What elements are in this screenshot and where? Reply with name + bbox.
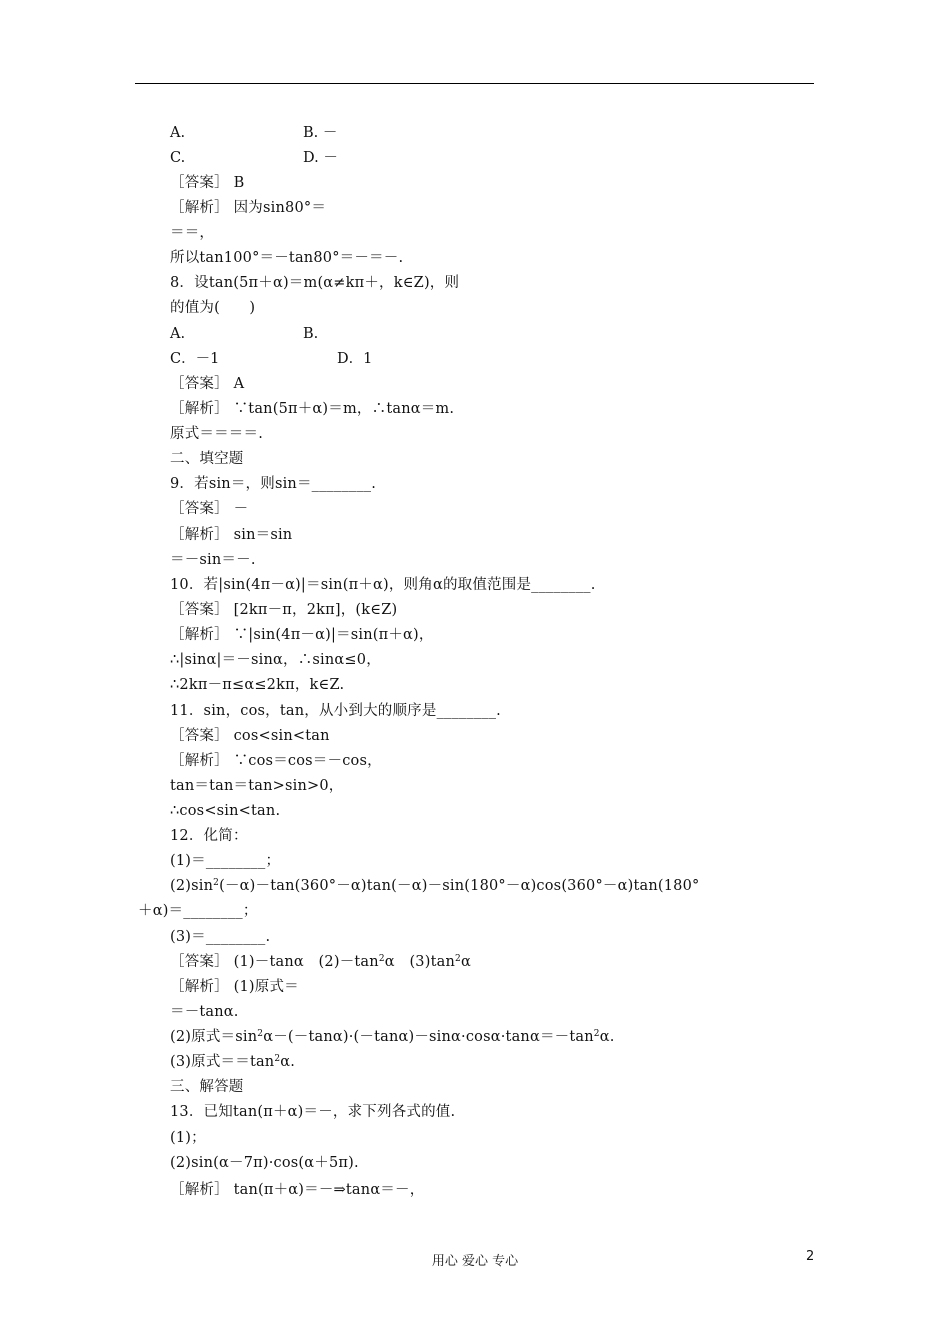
q9-stem: 9．若sin＝，则sin＝________. — [170, 476, 377, 492]
q12-answer — [170, 952, 471, 972]
q8-stem: 的值为( ) — [170, 300, 256, 316]
q9-answer: ［答案］ － — [170, 501, 249, 517]
q12-analysis-line: ［解析］ (1)原式＝ — [170, 979, 299, 995]
text-run: α. — [599, 1029, 615, 1045]
q7-option-b: B. － — [303, 125, 338, 141]
q10-analysis-line: ［解析］ ∵|sin(4π－α)|＝sin(π＋α)， — [170, 627, 434, 643]
q8-analysis-line: 原式＝＝＝＝. — [170, 426, 264, 442]
superscript: 2 — [593, 1029, 600, 1039]
q12-subquestion: (3)＝________. — [170, 929, 271, 945]
q8-option-d: D．1 — [337, 351, 373, 367]
q8-option-a: A. — [170, 326, 186, 342]
q11-stem: 11．sin，cos，tan，从小到大的顺序是________. — [170, 703, 501, 719]
q13-subquestion: (2)sin(α－7π)·cos(α＋5π). — [170, 1155, 359, 1171]
text-run: α. — [280, 1054, 296, 1070]
text-run: (－α)－tan(360°－α)tan(－α)－sin(180°－α)cos(360°－α)tan(180° — [219, 878, 700, 894]
q8-option-b: B. — [303, 326, 319, 342]
text-run: (3)原式＝＝tan — [170, 1054, 275, 1070]
page-footer: 用心 爱心 专心 — [431, 1254, 519, 1269]
text-run: (2)原式＝sin — [170, 1029, 258, 1045]
superscript: 2 — [378, 954, 385, 964]
superscript: 2 — [274, 1054, 281, 1064]
q8-analysis-line: ［解析］ ∵tan(5π＋α)＝m，∴tanα＝m. — [170, 401, 455, 417]
q12-subquestion — [170, 876, 699, 896]
q7-analysis-line: ＝＝， — [170, 225, 215, 241]
q11-analysis-line: tan＝tan＝tan>sin>0， — [170, 778, 344, 794]
q12-analysis-line: ＝－tanα. — [170, 1004, 239, 1020]
q7-option-c: C. — [170, 150, 186, 166]
header-rule — [135, 83, 814, 84]
q12-subquestion: (1)＝________； — [170, 853, 281, 869]
q10-analysis-line: ∴2kπ－π≤α≤2kπ，k∈Z. — [170, 677, 345, 693]
q9-analysis-line: ［解析］ sin＝sin — [170, 527, 293, 543]
q11-answer: ［答案］ cos<sin<tan — [170, 728, 330, 744]
q11-analysis-line: ［解析］ ∵cos＝cos＝－cos， — [170, 753, 382, 769]
q7-option-a: A. — [170, 125, 186, 141]
q7-answer: ［答案］ B — [170, 175, 245, 191]
q10-stem: 10．若|sin(4π－α)|＝sin(π＋α)，则角α的取值范围是________. — [170, 577, 596, 593]
section-heading: 二、填空题 — [170, 451, 244, 467]
q7-option-d: D. － — [303, 150, 338, 166]
q12-analysis-line — [170, 1027, 615, 1047]
section-heading: 三、解答题 — [170, 1079, 244, 1095]
text-run: α－(－tanα)·(－tanα)－sinα·cosα·tanα＝－tan — [263, 1029, 594, 1045]
q13-subquestion: (1)； — [170, 1130, 206, 1146]
q10-answer: ［答案］ [2kπ－π，2kπ]，(k∈Z) — [170, 602, 398, 618]
superscript: 2 — [455, 954, 461, 964]
q12-stem: 12．化简： — [170, 828, 248, 844]
page-number: 2 — [806, 1249, 815, 1264]
text-run: α (3)tan — [384, 954, 455, 970]
text-run: α — [460, 954, 471, 970]
q7-analysis-line: 所以tan100°＝－tan80°＝－＝－. — [170, 250, 404, 266]
q8-stem: 8．设tan(5π＋α)＝m(α≠kπ＋，k∈Z)，则 — [170, 275, 460, 291]
superscript: 2 — [257, 1029, 264, 1039]
text-run: ［答案］ (1)－tanα (2)－tan — [170, 954, 379, 970]
q13-stem: 13．已知tan(π＋α)＝－，求下列各式的值. — [170, 1104, 456, 1120]
q12-subquestion-continued: ＋α)＝________； — [138, 903, 258, 919]
q12-analysis-line — [170, 1052, 295, 1072]
q8-answer: ［答案］ A — [170, 376, 245, 392]
q11-analysis-line: ∴cos<sin<tan. — [170, 803, 281, 819]
q8-option-c: C．－1 — [170, 351, 220, 367]
q10-analysis-line: ∴|sinα|＝－sinα，∴sinα≤0， — [170, 652, 381, 668]
q7-analysis-line: ［解析］ 因为sin80°＝ — [170, 200, 327, 216]
q13-analysis-line: ［解析］ tan(π＋α)＝－⇒tanα＝－， — [170, 1182, 425, 1198]
superscript: 2 — [213, 878, 220, 888]
text-run: (2)sin — [170, 878, 214, 894]
q9-analysis-line: ＝－sin＝－. — [170, 552, 256, 568]
